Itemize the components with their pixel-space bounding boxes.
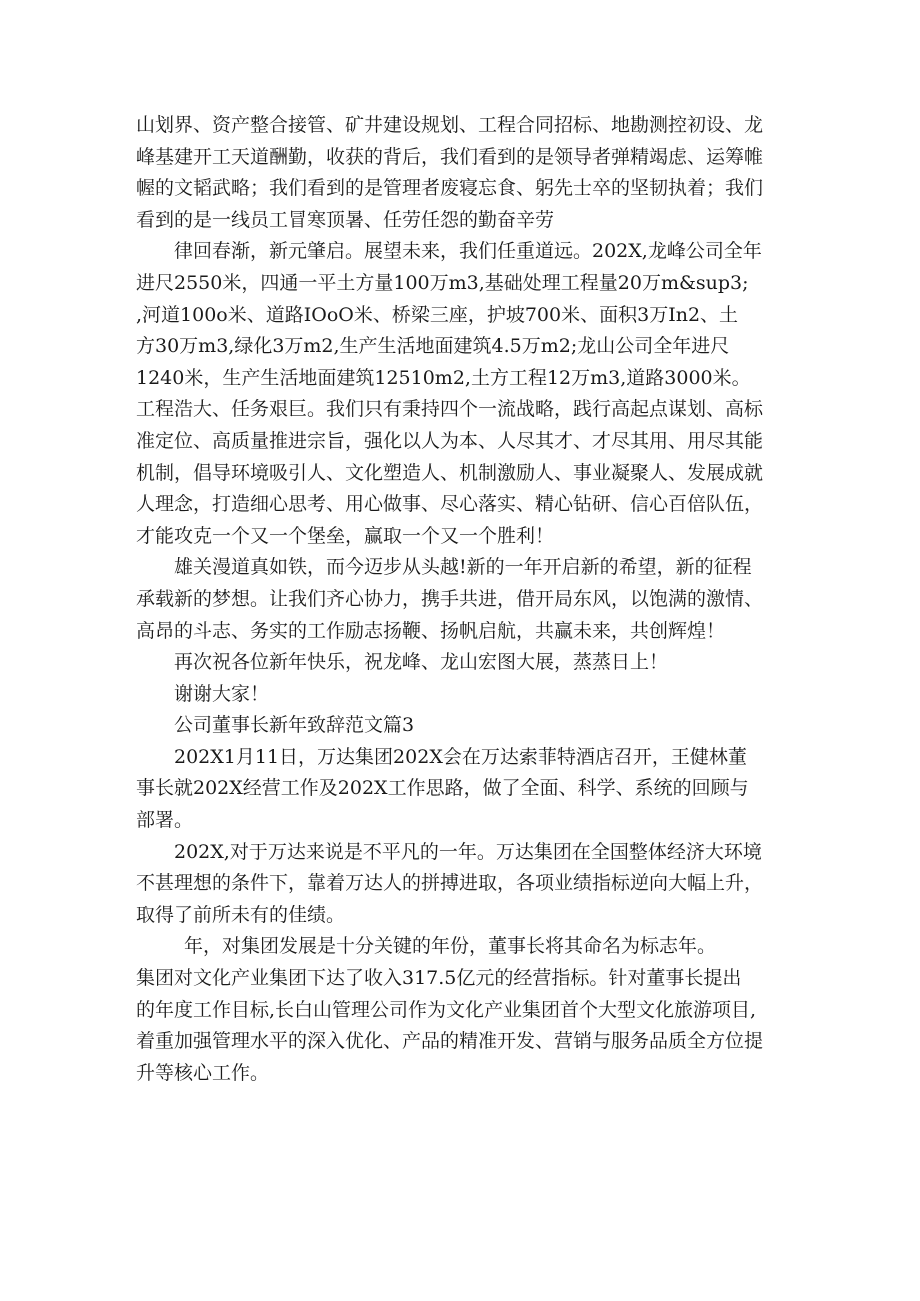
section-heading [136,710,796,742]
text-line: 年，对集团发展是十分关键的年份，董事长将其命名为标志年。 [184,935,717,958]
text-line: 高昂的斗志、务实的工作励志扬鞭、扬帆启航，共赢未来，共创辉煌！ [136,619,726,642]
text-line: 事长就202X经营工作及202X工作思路，做了全面、科学、系统的回顾与 [136,777,749,800]
text-line: ,河道100o米、道路IOoO米、桥梁三座，护坡700米、面积3万In2、土 [136,303,739,326]
paragraph-thanks [136,679,796,711]
text-line: 看到的是一线员工冒寒顶暑、任劳任怨的勤奋辛劳 [136,208,555,231]
text-line: 承载新的梦想。让我们齐心协力，携手共进，借开局东风，以饱满的激情、 [136,587,764,610]
text-line: 202X,对于万达来说是不平凡的一年。万达集团在全国整体经济大环境 [174,840,762,863]
paragraph-targets [136,963,796,1089]
text-line: 进尺2550米，四通一平土方量100万m3,基础处理工程量20万m&sup3; [136,271,749,294]
text-line: 山划界、资产整合接管、矿井建设规划、工程合同招标、地勘测控初设、龙 [136,114,764,136]
paragraph-outlook [136,236,796,552]
paragraph-wanda-year [136,837,796,932]
text-line: 机制，倡导环境吸引人、文化塑造人、机制激励人、事业凝聚人、发展成就 [136,461,764,484]
text-line: 雄关漫道真如铁，而今迈步从头越!新的一年开启新的希望，新的征程 [174,556,752,579]
document-body [136,110,796,1089]
text-line: 幄的文韬武略；我们看到的是管理者废寝忘食、躬先士卒的坚韧执着；我们 [136,177,764,200]
paragraph-wishes [136,647,796,679]
text-line: 再次祝各位新年快乐，祝龙峰、龙山宏图大展，蒸蒸日上！ [174,651,669,674]
text-line: 不甚理想的条件下，靠着万达人的拼搏进取，各项业绩指标逆向大幅上升， [136,872,764,895]
paragraph-rally [136,552,796,647]
text-line: 人理念，打造细心思考、用心做事、尽心落实、精心钻研、信心百倍队伍， [136,493,764,516]
text-line: 峰基建开工天道酬勤，收获的背后，我们看到的是领导者弹精竭虑、运筹帷 [136,145,764,168]
text-line: 准定位、高质量推进宗旨，强化以人为本、人尽其才、才尽其用、用尽其能 [136,429,764,452]
text-line: 着重加强管理水平的深入优化、产品的精准开发、营销与服务品质全方位提 [136,1030,764,1053]
text-line: 才能攻克一个又一个堡垒，赢取一个又一个胜利！ [136,524,555,547]
text-line: 升等核心工作。 [136,1061,270,1084]
paragraph-achievements [136,110,796,236]
text-line: 方30万m3,绿化3万m2,生产生活地面建筑4.5万m2;龙山公司全年进尺 [136,335,730,358]
text-line: 202X1月11日，万达集团202X会在万达索菲特酒店召开，王健林董 [174,745,747,768]
paragraph-wanda-meeting [136,742,796,837]
paragraph-landmark-year [136,931,796,963]
text-line: 部署。 [136,809,194,832]
text-line: 工程浩大、任务艰巨。我们只有秉持四个一流战略，践行高起点谋划、高标 [136,398,764,421]
heading-text: 公司董事长新年致辞范文篇3 [174,714,415,737]
text-line: 取得了前所未有的佳绩。 [136,903,346,926]
text-line: 1240米，生产生活地面建筑12510m2,土方工程12万m3,道路3000米。 [136,366,751,389]
text-line: 谢谢大家！ [174,682,270,705]
text-line: 律回春渐，新元肇启。展望未来，我们任重道远。202X,龙峰公司全年 [174,240,762,263]
text-line: 的年度工作目标,长白山管理公司作为文化产业集团首个大型文化旅游项目, [136,998,757,1021]
text-line: 集团对文化产业集团下达了收入317.5亿元的经营指标。针对董事长提出 [136,967,742,990]
